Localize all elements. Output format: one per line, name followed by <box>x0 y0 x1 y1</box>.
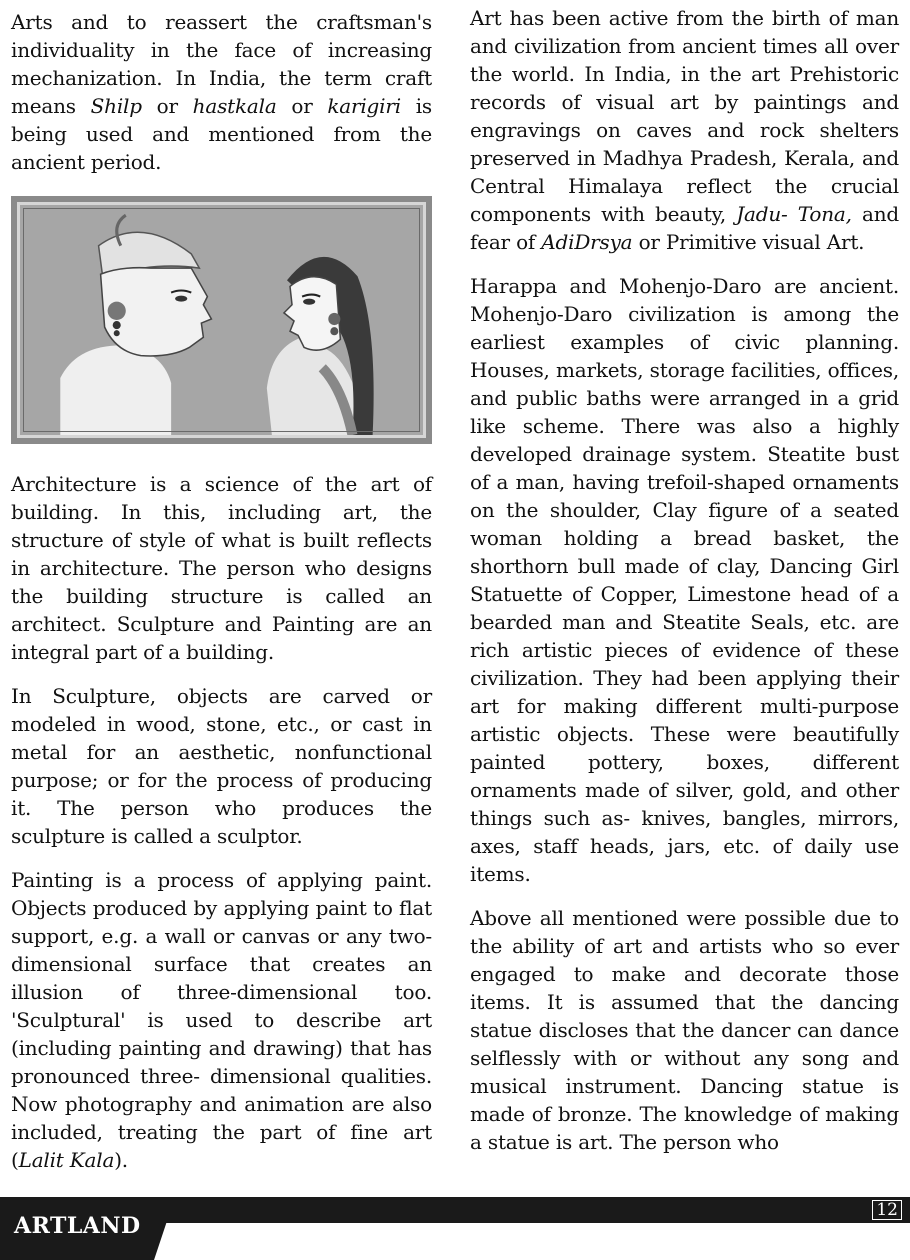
architecture-paragraph: Architecture is a science of the art of building. In this, including art, the structure of style of what is built reflects in architecture. The person who designs the building structure is called an architect. Sculpture and Painting are an integral part of a building. <box>11 472 432 664</box>
painting-paragraph: Painting is a process of applying paint. Objects produced by applying paint to flat support, e.g. a wall or canvas or any two-dimensional surface that creates an illusion of three-dimensional too. 'Sculptural' is used to describe art (including painting and drawing) that has pronounced three- dimensional qualities. Now photography and animation are also included, treating the part of fine art (Lalit Kala). <box>11 868 432 1172</box>
term-hastkala: hastkala <box>192 94 277 118</box>
right-column <box>470 4 899 1156</box>
term-karigiri: karigiri <box>327 94 401 118</box>
term-shilp: Shilp <box>90 94 142 118</box>
brand-name: ARTLAND <box>14 1213 141 1239</box>
couple-portrait-illustration <box>20 205 423 435</box>
harappa-paragraph: Harappa and Mohenjo-Daro are ancient. Mohenjo-Daro civilization is among the earliest examples of civic planning. Houses, markets, storage facilities, offices, and public baths were arranged in a grid like scheme. There was also a highly developed drainage system. Steatite bust of a man, having trefoil-shaped ornaments on the shoulder, Clay figure of a seated woman holding a bread basket, the shorthorn bull made of clay, Dancing Girl Statuette of Copper, Limestone head of a bearded man and Steatite Seals, etc. are rich artistic pieces of evidence of these civilization. They had been applying their art for making different multi-purpose artistic objects. These were beautifully painted pottery, boxes, different ornaments made of silver, gold, and other things such as- knives, bangles, mirrors, axes, staff heads, jars, etc. of daily use items. <box>470 274 899 886</box>
page-footer <box>0 1197 910 1260</box>
term-jadu-tona: Jadu- Tona, <box>736 202 852 226</box>
artists-paragraph: Above all mentioned were possible due to the ability of art and artists who so ever engaged to make and decorate those items. It is assumed that the dancing statue discloses that the dancer can dance selflessly with or without any song and musical instrument. Dancing statue is made of bronze. The knowledge of making a statue is art. The person who <box>470 906 899 1154</box>
prehistoric-art-paragraph: Art has been active from the birth of man and civilization from ancient times all over the world. In India, in the art Prehistoric records of visual art by paintings and engravings on caves and rock shelters preserved in Madhya Pradesh, Kerala, and Central Himalaya reflect the crucial components with beauty, Jadu- Tona, and fear of AdiDrsya or Primitive visual Art. <box>470 6 899 254</box>
page-number: 12 <box>872 1200 902 1220</box>
term-lalit-kala: Lalit Kala <box>18 1148 115 1172</box>
sculpture-paragraph: In Sculpture, objects are carved or modeled in wood, stone, etc., or cast in metal for an aesthetic, nonfunctional purpose; or for the process of producing it. The person who produces the sculpture is called a sculptor. <box>11 684 432 848</box>
term-adidrsya: AdiDrsya <box>541 230 633 254</box>
miniature-painting-image <box>11 196 432 444</box>
intro-paragraph: Arts and to reassert the craftsman's individuality in the face of increasing mechanization. In India, the term craft means Shilp or hastkala or karigiri is being used and mentioned from the ancient period. <box>11 10 432 174</box>
left-column <box>11 8 432 1174</box>
